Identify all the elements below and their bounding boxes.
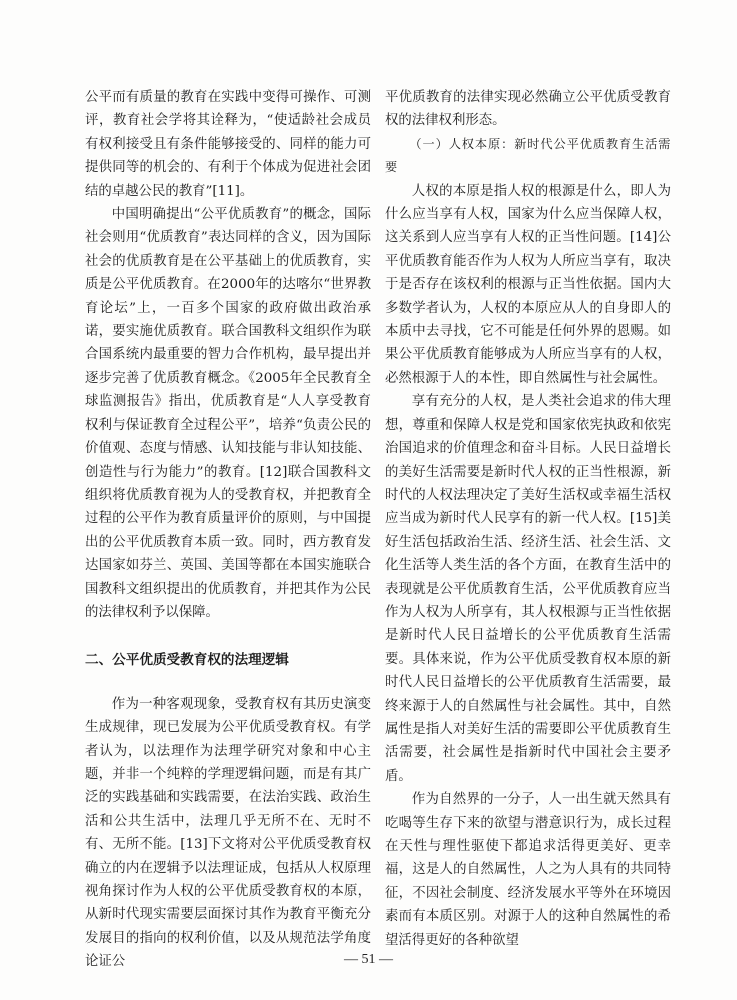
paragraph: 享有充分的人权，是人类社会追求的伟大理想，尊重和保障人权是党和国家依宪执政和依宪治国追求的价值理念和奋斗目标。人民日益增长的美好生活需要是新时代人权的正当性根源，新时代的人权法理决定了美好生活权或幸福生活权应当成为新时代人民享有的新一代人权。[15]美好生活包括政治生活、经济生活、社会生活、文化生活等人类生活的各个方面，在教育生活中的表现就是公平优质教育生活，公平优质教育应当作为人权为人所享有，其人权根源与正当性依据是新时代人民日益增长的公平优质教育生活需要。具体来说，作为公平优质受教育权本原的新时代人民日益增长的公平优质教育生活需要，最终来源于人的自然属性与社会属性。其中，自然属性是指人对美好生活的需要即公平优质教育生活需要，社会属性是指新时代中国社会主要矛盾。 xyxy=(385,394,671,784)
paragraph: 人权的本原是指人权的根源是什么，即人为什么应当享有人权，国家为什么应当保障人权，这关系到人应当享有人权的正当性问题。[14]公平优质教育能否作为人权为人所应当享有，取决于是否存在该权利的根源与正当性依据。国内大多数学者认为，人权的本原应从人的自身即人的本质中去寻找，它不可能是任何外界的恩赐。如果公平优质教育能够成为人所应当享有的人权，必然根源于人的本性，即自然属性与社会属性。 xyxy=(385,183,671,386)
paragraph: 作为自然界的一分子，人一出生就天然具有吃喝等生存下来的欲望与潜意识行为，成长过程在天性与理性驱使下都追求活得更美好、更幸福，这是人的自然属性，人之为人具有的共同特征，不因社会制度、经济发展水平等外在环境因素而有本质区别。对源于人的这种自然属性的希望活得更好的各种欲望 xyxy=(385,792,671,948)
paragraph: 作为一种客观现象，受教育权有其历史演变生成规律，现已发展为公平优质受教育权。有学者认为，以法理作为法理学研究对象和中心主题，并非一个纯粹的学理逻辑问题，而是有其广泛的实践基础和实践需要，在法治实践、政治生活和公共生活中，法理几乎无所不在、无时不有、无所不能。[13]下文将对公平优质受教育权确立的内在逻辑予以法理证成，包括从人权原理视角探讨作为人权的公平优质受教育权的本原，从新时代现实需要层面探讨其作为教育平衡充分发展目的指向的权利价值，以及从规范法学角度论证公 xyxy=(85,696,371,970)
page-number: — 51 — xyxy=(344,952,393,967)
paragraph: 公平而有质量的教育在实践中变得可操作、可测评，教育社会学将其诠释为，“使适龄社会成员有权利接受且有条件能够接受的、同样的能力可提供同等的机会的、有利于个体成为促进社会团结的卓越公民的教育”[11]。 xyxy=(85,90,371,199)
left-column xyxy=(85,86,371,974)
section-heading: 二、公平优质受教育权的法理逻辑 xyxy=(85,652,289,669)
paragraph: 平优质教育的法律实现必然确立公平优质受教育权的法律权利形态。 xyxy=(385,90,671,129)
subsection-heading: （一）人权本原：新时代公平优质教育生活需要 xyxy=(385,136,671,175)
paragraph: 中国明确提出“公平优质教育”的概念，国际社会则用“优质教育”表达同样的含义，因为国际社会的优质教育是在公平基础上的优质教育，实质是公平优质教育。在2000年的达喀尔“世界教育论坛”上，一百多个国家的政府做出政治承诺，要实施优质教育。联合国教科文组织作为联合国系统内最重要的智力合作机构，最早提出并逐步完善了优质教育概念。《2005年全民教育全球监测报告》指出，优质教育是“人人享受教育权利与保证教育全过程公平”，培养“负责公民的价值观、态度与情感、认知技能与非认知技能、创造性与行为能力”的教育。[12]联合国教科文组织将优质教育视为人的受教育权，并把教育全过程的公平作为教育质量评价的原则，与中国提出的公平优质教育本质一致。同时，西方教育发达国家如芬兰、英国、美国等都在本国实施联合国教科文组织提出的优质教育，并把其作为公民的法律权利予以保障。 xyxy=(85,207,371,620)
right-column xyxy=(385,86,671,952)
